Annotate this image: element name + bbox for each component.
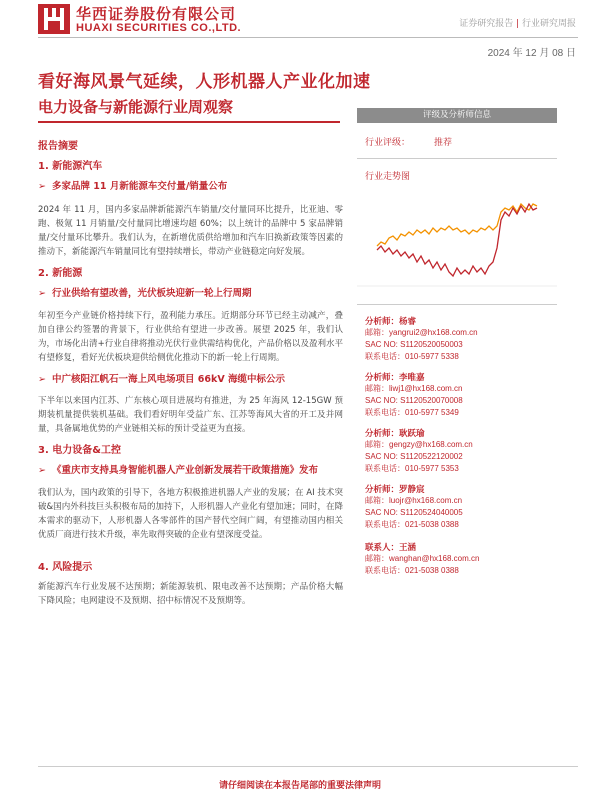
analyst-sidebar xyxy=(357,108,557,577)
email-link[interactable]: yangrui2@hx168.com.cn xyxy=(389,328,478,337)
huaxi-logo-icon xyxy=(38,4,70,34)
analyst-email: 邮箱：yangrui2@hx168.com.cn xyxy=(365,328,478,337)
contact-name: 联系人：王涵 xyxy=(365,543,417,553)
report-category: 证券研究报告 | 行业研究周报 xyxy=(459,19,576,29)
section-paragraph: 2024 年 11 月，国内多家品牌新能源汽车销量/交付量同环比提升，比亚迪、零跑、极氪 11 月销量/交付量同比增速均超 60%；以上统计的品牌中 5 家品牌销量/交付量环比攀升。我们认为，在新增优质供给增加和汽车旧换新政策等因素的推动下，新能源汽车销量同比有望持续增长，带动产业链稳定向好发展。 xyxy=(38,204,343,257)
company-logo xyxy=(38,4,70,34)
email-link[interactable]: luojr@hx168.com.cn xyxy=(389,496,463,505)
section-heading: 3. 电力设备&工控 xyxy=(38,445,121,457)
analyst-sac: SAC NO: S1120520070008 xyxy=(365,396,463,405)
legal-notice: 请仔细阅读在本报告尾部的重要法律声明 xyxy=(218,781,381,791)
section-heading: 4. 风险提示 xyxy=(38,562,93,574)
header-divider xyxy=(38,37,578,38)
email-link[interactable]: gengzy@hx168.com.cn xyxy=(389,440,473,449)
bullet-text: 中广核阳江帆石一海上风电场项目 66kV 海缆中标公示 xyxy=(52,373,286,385)
report-date: 2024 年 12 月 08 日 xyxy=(487,48,576,59)
analyst-name: 分析师：杨睿 xyxy=(365,317,417,327)
analyst-phone: 联系电话：010-5977 5349 xyxy=(365,408,459,417)
arrow-bullet-icon: ➢ xyxy=(38,465,46,477)
analyst-name: 分析师：罗静宸 xyxy=(365,485,425,495)
trend-chart xyxy=(357,190,557,298)
arrow-bullet-icon: ➢ xyxy=(38,373,46,385)
contact-email: 邮箱：wanghan@hx168.com.cn xyxy=(365,554,480,563)
report-subtitle: 电力设备与新能源行业周观察 xyxy=(38,98,234,116)
section-bullet xyxy=(38,287,343,302)
summary-column xyxy=(38,131,343,608)
section-paragraph: 我们认为，国内政策的引导下，各地方积极推进机器人产业的发展；在 AI 技术突破&国内外科技巨头积极布局的加持下，人形机器人产业化有望加速；同时，在降本需求的驱动下，人形机器人各零部件的国产替代空间广阔，有望推动国内相关优质厂商进行技术升级，率先取得突破的企业有望深度受益。 xyxy=(38,488,343,541)
industry-rating xyxy=(357,135,557,148)
summary-label: 报告摘要 xyxy=(38,141,78,152)
company-name-cn: 华西证券股份有限公司 xyxy=(76,5,237,23)
title-underline xyxy=(38,121,340,123)
analyst-phone: 联系电话：010-5977 5338 xyxy=(365,352,459,361)
section-bullet xyxy=(38,373,343,388)
section-heading: 2. 新能源 xyxy=(38,267,83,279)
rating-label: 行业评级： xyxy=(365,138,411,148)
contact-card xyxy=(357,541,557,577)
series-line-index xyxy=(377,204,537,246)
email-link[interactable]: wanghan@hx168.com.cn xyxy=(389,554,480,563)
section-heading: 1. 新能源汽车 xyxy=(38,161,103,172)
trend-chart-label: 行业走势图 xyxy=(365,172,411,182)
report-title: 看好海风景气延续，人形机器人产业化加速 xyxy=(38,72,371,92)
sidebar-divider xyxy=(357,158,557,159)
arrow-bullet-icon: ➢ xyxy=(38,181,46,192)
section-paragraph: 新能源汽车行业发展不达预期；新能源装机、限电改善不达预期；产品价格大幅下降风险；电网建设不及预期、招中标情况不及预期等。 xyxy=(38,582,343,607)
analyst-name: 分析师：李唯嘉 xyxy=(365,373,425,383)
analyst-phone: 联系电话：021-5038 0388 xyxy=(365,520,459,529)
bullet-text: 多家品牌 11 月新能源车交付量/销量公布 xyxy=(52,181,228,192)
report-type: 证券研究报告 xyxy=(459,19,514,29)
sidebar-title: 评级及分析师信息 xyxy=(357,108,557,123)
section-paragraph: 下半年以来国内江苏、广东核心项目进展均有推进，为 25 年海风 12-15GW 预期装机量提供装机基础。我们看好明年受益广东、江苏等海风大省的开工及并网量，具备属地优势的产业链相关标的预计受益更为直接。 xyxy=(38,396,343,435)
email-link[interactable]: liwj1@hx168.com.cn xyxy=(389,384,463,393)
analyst-phone: 联系电话：010-5977 5353 xyxy=(365,464,459,473)
sidebar-divider xyxy=(357,304,557,305)
section-bullet xyxy=(38,180,343,195)
analyst-email: 邮箱：liwj1@hx168.com.cn xyxy=(365,384,463,393)
bullet-text: 行业供给有望改善，光伏板块迎新一轮上行周期 xyxy=(52,287,252,299)
section-paragraph: 年初至今产业链价格持续下行，盈利能力承压。近期部分环节已经主动减产，叠加自律公约签署的背景下，行业供给有望进一步改善。展望 2025 年，我们认为，市场化出清+行业自律将推动光伏行业供需结构优化，产品价格以及盈利水平有望修复，看好光伏板块迎供给侧优化推动下的新一轮上行周期。 xyxy=(38,310,343,363)
footer-divider xyxy=(38,766,578,767)
series-line-market xyxy=(377,204,537,276)
analyst-card xyxy=(357,315,557,363)
analyst-email: 邮箱：gengzy@hx168.com.cn xyxy=(365,440,473,449)
analyst-card xyxy=(357,427,557,475)
trend-chart-svg xyxy=(357,190,557,298)
contact-phone: 联系电话：021-5038 0388 xyxy=(365,566,459,575)
analyst-sac: SAC NO: S1120524040005 xyxy=(365,508,463,517)
bullet-text: 《重庆市支持具身智能机器人产业创新发展若干政策措施》发布 xyxy=(52,465,319,477)
analyst-sac: SAC NO: S1120520050003 xyxy=(365,340,463,349)
section-bullet xyxy=(38,464,343,479)
arrow-bullet-icon: ➢ xyxy=(38,287,46,299)
company-name-en: HUAXI SECURITIES CO.,LTD. xyxy=(76,22,242,34)
analyst-email: 邮箱：luojr@hx168.com.cn xyxy=(365,496,463,505)
rating-value: 推荐 xyxy=(434,138,453,148)
report-kind: 行业研究周报 xyxy=(521,19,576,29)
analyst-name: 分析师：耿跃瑜 xyxy=(365,429,425,439)
analyst-card xyxy=(357,371,557,419)
analyst-sac: SAC NO: S1120522120002 xyxy=(365,452,463,461)
analyst-card xyxy=(357,483,557,531)
